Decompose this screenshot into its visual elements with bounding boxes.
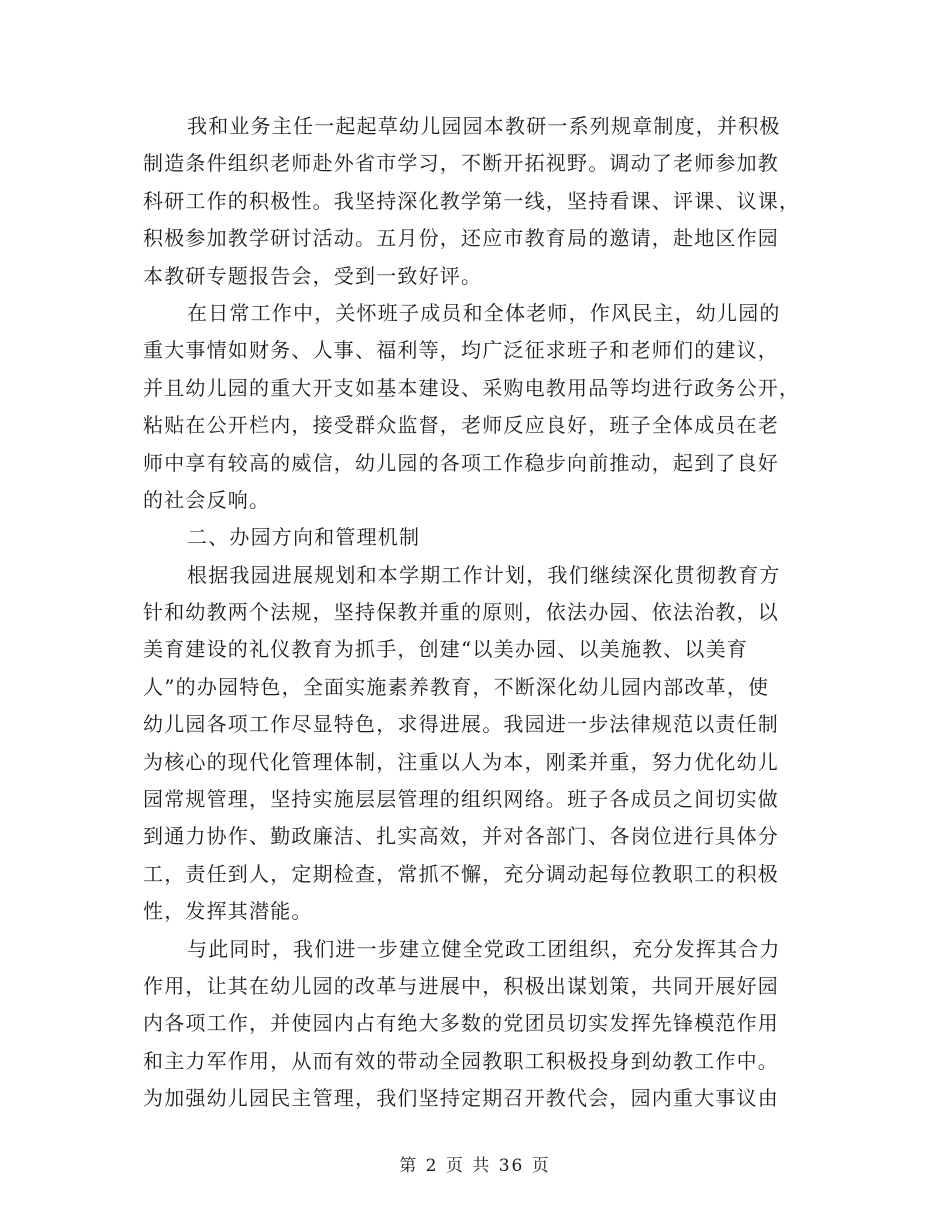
text-line: 重大事情如财务、人事、福利等，均广泛征求班子和老师们的建议， [143,338,779,363]
section-heading: 二、办园方向和管理机制 [187,525,421,550]
text-line: 我和业务主任一起起草幼儿园园本教研一系列规章制度，并积极 [187,114,781,138]
text-line: 粘贴在公开栏内，接受群众监督，老师反应良好，班子全体成员在老 [143,413,779,438]
text-line: 针和幼教两个法规，坚持保教并重的原则，依法办园、依法治教，以 [143,600,779,625]
text-line: 积极参加教学研讨活动。五月份，还应市教育局的邀请，赴地区作园 [143,226,779,251]
text-line: 与此同时，我们进一步建立健全党政工团组织，充分发挥其合力 [187,936,781,961]
text-line: 并且幼儿园的重大开支如基本建设、采购电教用品等均进行政务公开， [143,375,801,400]
text-line: 人”的办园特色，全面实施素养教育，不断深化幼儿园内部改革，使 [143,674,770,699]
text-line: 内各项工作，并使园内占有绝大多数的党团员切实发挥先锋模范作用 [143,1011,779,1036]
text-line: 在日常工作中，关怀班子成员和全体老师，作风民主，幼儿园的 [187,300,781,325]
text-line: 为加强幼儿园民主管理，我们坚持定期召开教代会，园内重大事议由 [143,1086,779,1111]
text-line: 作用，让其在幼儿园的改革与进展中，积极出谋划策，共同开展好园 [143,973,779,998]
text-line: 工，责任到人，定期检查，常抓不懈，充分调动起每位教职工的积极 [143,861,779,886]
text-line: 到通力协作、勤政廉洁、扎实高效，并对各部门、各岗位进行具体分 [143,824,779,849]
text-line: 美育建设的礼仪教育为抓手，创建“以美办园、以美施教、以美育 [143,637,749,662]
text-line: 性，发挥其潜能。 [143,899,313,924]
body-text [143,108,803,1118]
text-line: 为核心的现代化管理体制，注重以人为本，刚柔并重，努力优化幼儿 [143,749,779,774]
text-line: 根据我园进展规划和本学期工作计划，我们继续深化贯彻教育方 [187,562,781,587]
text-line: 制造条件组织老师赴外省市学习，不断开拓视野。调动了老师参加教 [143,151,779,176]
text-line: 本教研专题报告会，受到一致好评。 [143,263,483,288]
page-number-footer: 第 2 页 共 36 页 [399,1156,551,1176]
text-line: 幼儿园各项工作尽显特色，求得进展。我园进一步法律规范以责任制 [143,712,779,737]
text-line: 的社会反响。 [143,487,271,512]
text-line: 科研工作的积极性。我坚持深化教学第一线，坚持看课、评课、议课， [143,188,801,213]
text-line: 和主力军作用，从而有效的带动全园教职工积极投身到幼教工作中。 [143,1048,779,1073]
text-line: 师中享有较高的威信，幼儿园的各项工作稳步向前推动，起到了良好 [143,450,779,475]
text-line: 园常规管理，坚持实施层层管理的组织网络。班子各成员之间切实做 [143,787,779,812]
